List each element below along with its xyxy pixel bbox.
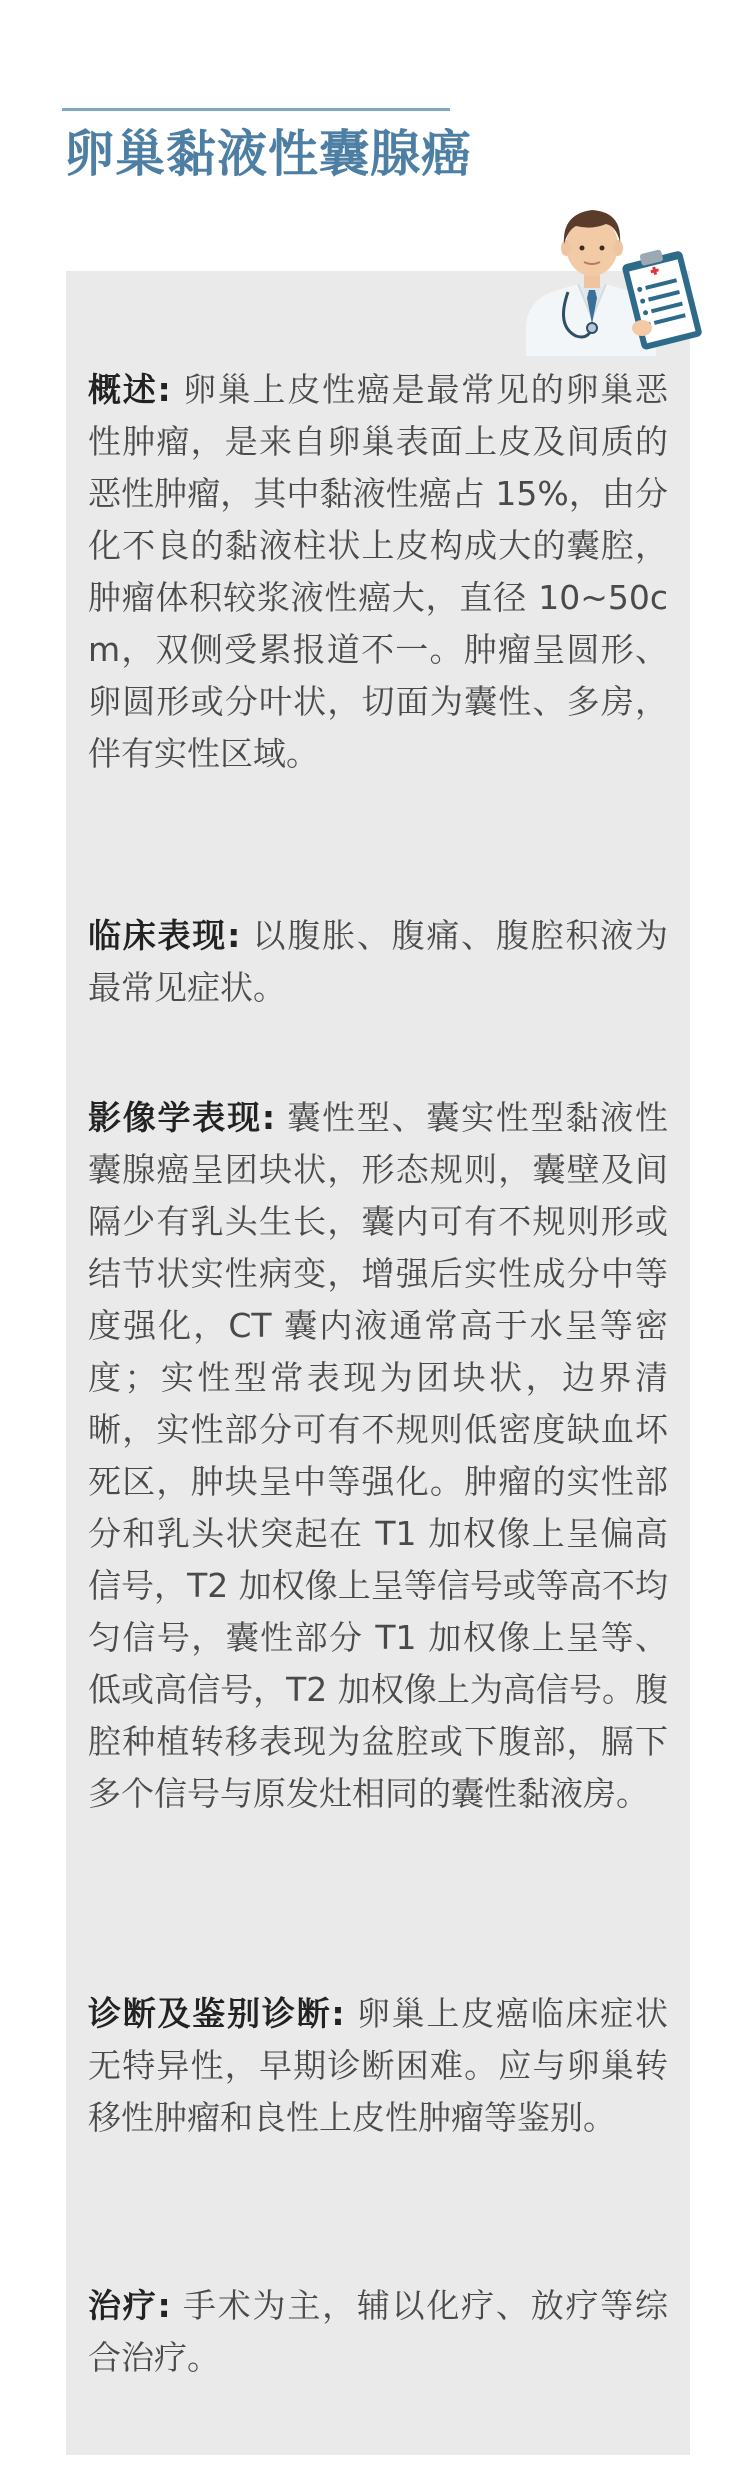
section-separator: : bbox=[227, 916, 241, 955]
section-label: 影像学表现 bbox=[88, 1098, 262, 1137]
section-text: 卵巢上皮性癌是最常见的卵巢恶性肿瘤，是来自卵巢表面上皮及间质的恶性肿瘤，其中黏液性癌占 15%，由分化不良的黏液柱状上皮构成大的囊腔，肿瘤体积较浆液性癌大，直径 10~50cm，双侧受累报道不一。肿瘤呈圆形、卵圆形或分叶状，切面为囊性、多房，伴有实性区域。 bbox=[88, 370, 669, 773]
section-text: 卵巢上皮癌临床症状无特异性，早期诊断困难。应与卵巢转移性肿瘤和良性上皮性肿瘤等鉴别。 bbox=[88, 1994, 669, 2137]
section-text: 囊性型、囊实性型黏液性囊腺癌呈团块状，形态规则，囊壁及间隔少有乳头生长，囊内可有不规则形或结节状实性病变，增强后实性成分中等度强化，CT 囊内液通常高于水呈等密度；实性型常表现为团块状，边界清晰，实性部分可有不规则低密度缺血坏死区，肿块呈中等强化。肿瘤的实性部分和乳头状突起在 T1 加权像上呈偏高信号，T2 加权像上呈等信号或等高不均匀信号，囊性部分 T1 加权像上呈等、低或高信号，T2 加权像上为高信号。腹腔种植转移表现为盆腔或下腹部，膈下多个信号与原发灶相同的囊性黏液房。 bbox=[88, 1098, 668, 1813]
section-label: 诊断及鉴别诊断 bbox=[88, 1994, 332, 2033]
section-overview bbox=[88, 364, 668, 780]
section-separator: : bbox=[157, 2286, 171, 2325]
section-label: 治疗 bbox=[88, 2286, 158, 2325]
section-separator: : bbox=[261, 1098, 276, 1137]
section-text: 手术为主，辅以化疗、放疗等综合治疗。 bbox=[88, 2286, 669, 2377]
section-imaging-findings bbox=[88, 1092, 668, 1820]
section-separator: : bbox=[331, 1994, 345, 2033]
section-diagnosis bbox=[88, 1988, 668, 2144]
section-label: 临床表现 bbox=[88, 916, 228, 955]
title-rule bbox=[62, 108, 450, 111]
page-title: 卵巢黏液性囊腺癌 bbox=[64, 125, 472, 183]
section-text: 以腹胀、腹痛、腹腔积液为最常见症状。 bbox=[88, 916, 669, 1007]
section-clinical-manifestation bbox=[88, 910, 668, 1014]
section-label: 概述 bbox=[88, 370, 158, 409]
doctor-with-clipboard-icon bbox=[496, 186, 706, 356]
section-separator: : bbox=[157, 370, 171, 409]
section-treatment bbox=[88, 2280, 668, 2384]
